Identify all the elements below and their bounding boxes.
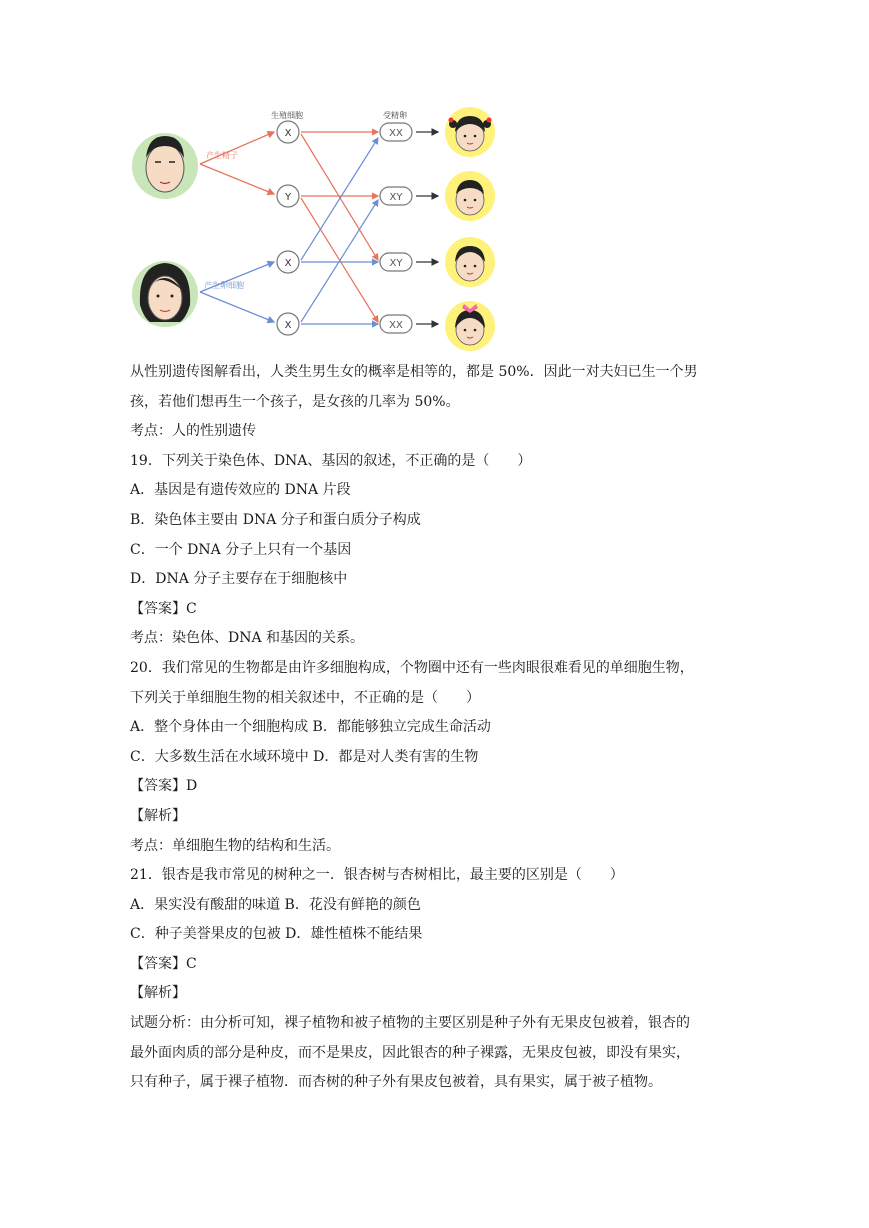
text-line: 考点：染色体、DNA 和基因的关系。 xyxy=(130,630,365,647)
option-c: C．一个 DNA 分子上只有一个基因 xyxy=(130,541,352,558)
option-a: A．基因是有遗传效应的 DNA 片段 xyxy=(130,482,351,499)
arrow-mother-x2 xyxy=(200,292,274,322)
options-ab: A．整个身体由一个细胞构成 B．都能够独立完成生命活动 xyxy=(130,719,491,736)
text-line: 最外面肉质的部分是种皮，而不是果皮，因此银杏的种子裸露，无果皮包被，即没有果实， xyxy=(130,1044,690,1061)
question-19: 19．下列关于染色体、DNA、基因的叙述，不正确的是（ ） xyxy=(130,452,532,469)
text-line: 考点：人的性别遗传 xyxy=(130,423,256,440)
gamete-father-x xyxy=(277,121,299,143)
question-21: 21．银杏是我市常见的树种之一．银杏树与杏树相比，最主要的区别是（ ） xyxy=(130,867,624,884)
zygote-3 xyxy=(380,253,412,271)
svg-text:X: X xyxy=(284,128,292,139)
zygote-2 xyxy=(380,187,412,205)
document-body xyxy=(130,358,750,1098)
boy-icon-2 xyxy=(445,237,495,287)
text-line: 只有种子，属于裸子植物．而杏树的种子外有果皮包被着，具有果实，属于被子植物。 xyxy=(130,1074,662,1091)
answer: 【答案】D xyxy=(130,778,198,795)
svg-text:Y: Y xyxy=(284,192,292,203)
egg-label: 产生卵细胞 xyxy=(204,281,244,290)
father-icon xyxy=(132,133,198,199)
option-b: B．染色体主要由 DNA 分子和蛋白质分子构成 xyxy=(130,511,421,528)
question-20: 20．我们常见的生物都是由许多细胞构成，个物圈中还有一些肉眼很难看见的单细胞生物， xyxy=(130,659,694,676)
analysis-heading: 【解析】 xyxy=(130,985,186,1002)
girl-icon-2 xyxy=(445,301,495,351)
gametes-label: 生殖细胞 xyxy=(271,111,303,120)
text-line: 试题分析：由分析可知，裸子植物和被子植物的主要区别是种子外有无果皮包被着，银杏的 xyxy=(130,1015,690,1032)
gamete-father-y xyxy=(277,185,299,207)
options-cd: C．种子美誉果皮的包被 D．雄性植株不能结果 xyxy=(130,926,423,943)
zygote-4 xyxy=(380,315,412,333)
text-line: 考点：单细胞生物的结构和生活。 xyxy=(130,837,340,854)
options-cd: C．大多数生活在水域环境中 D．都是对人类有害的生物 xyxy=(130,748,479,765)
mother-icon xyxy=(132,261,198,327)
zygote-label: 受精卵 xyxy=(383,111,407,120)
gamete-mother-x2 xyxy=(277,313,299,335)
answer: 【答案】C xyxy=(130,600,197,617)
svg-text:X: X xyxy=(284,320,292,331)
options-ab: A．果实没有酸甜的味道 B．花没有鲜艳的颜色 xyxy=(130,896,421,913)
text-line: 下列关于单细胞生物的相关叙述中，不正确的是（ ） xyxy=(130,689,480,706)
text-line: 从性别遗传图解看出，人类生男生女的概率是相等的，都是 50%．因此一对夫妇已生一个男 xyxy=(130,364,698,380)
sperm-label: 产生精子 xyxy=(206,151,238,160)
zygote-1 xyxy=(380,123,412,141)
svg-text:X: X xyxy=(284,258,292,269)
boy-icon xyxy=(445,171,495,221)
svg-text:XX: XX xyxy=(389,128,403,139)
answer: 【答案】C xyxy=(130,955,197,972)
sex-inheritance-diagram xyxy=(128,100,508,356)
girl-icon xyxy=(445,107,495,157)
svg-text:XY: XY xyxy=(389,192,403,203)
text-line: 孩，若他们想再生一个孩子，是女孩的几率为 50%。 xyxy=(130,393,460,410)
arrow-father-y xyxy=(200,164,274,194)
svg-text:XX: XX xyxy=(389,320,403,331)
gamete-mother-x1 xyxy=(277,251,299,273)
analysis-heading: 【解析】 xyxy=(130,807,186,824)
option-d: D．DNA 分子主要存在于细胞核中 xyxy=(130,571,348,588)
inheritance-svg xyxy=(128,100,508,356)
svg-text:XY: XY xyxy=(389,258,403,269)
